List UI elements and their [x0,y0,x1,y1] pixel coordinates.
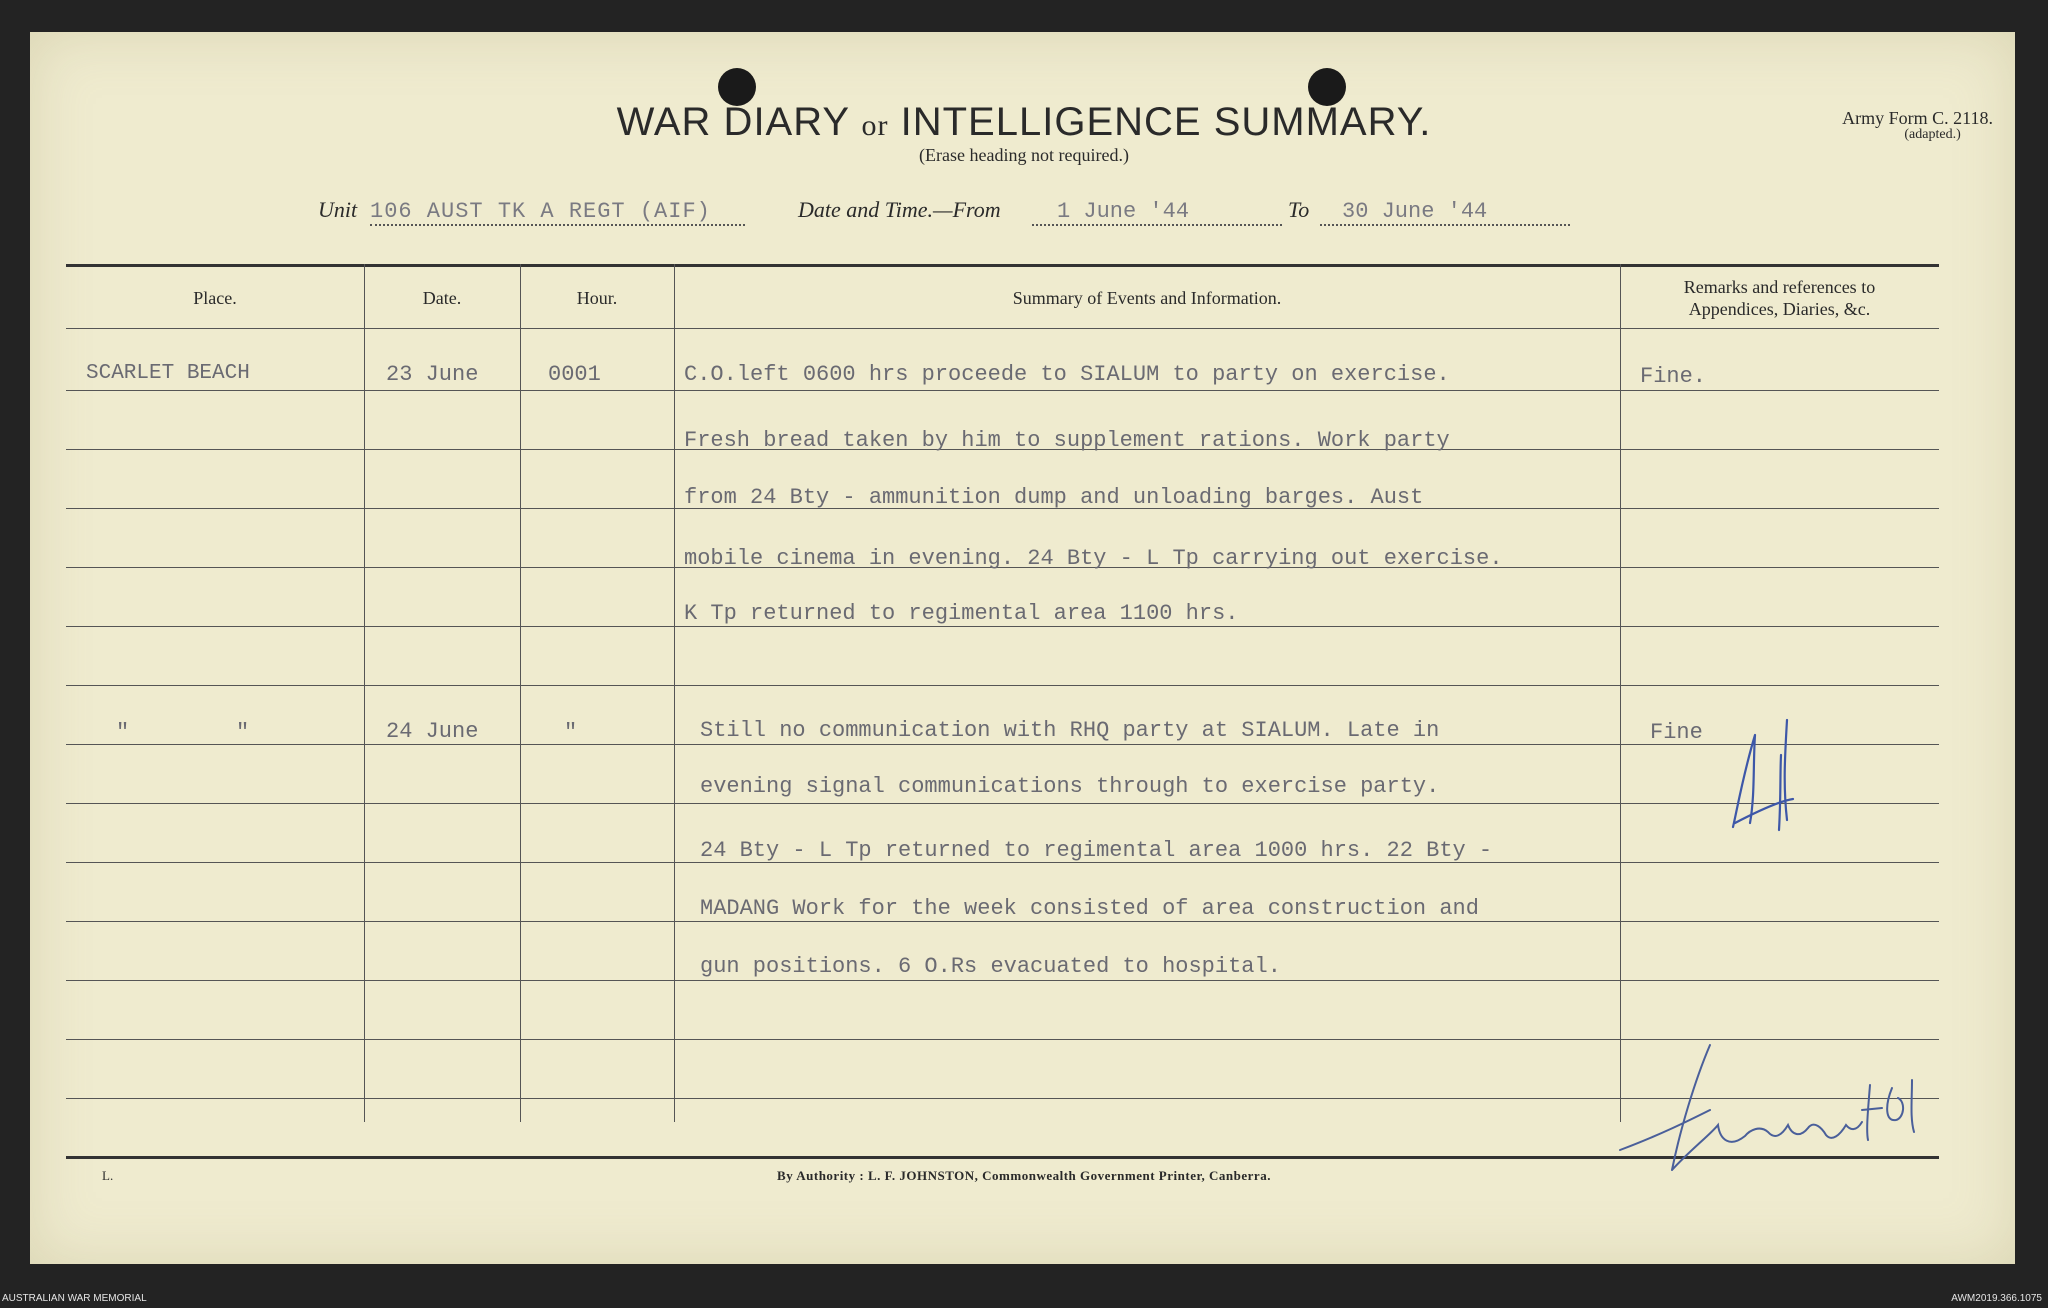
ruled-line [66,803,1939,804]
to-value: 30 June '44 [1342,199,1488,224]
column-rule [520,264,521,1122]
title-war-diary: WAR DIARY [616,100,850,144]
unit-value: 106 AUST TK A REGT (AIF) [370,199,711,224]
initials-signature [1725,715,1825,840]
summary-line: from 24 Bty - ammunition dump and unloading barges. Aust [684,485,1424,510]
unit-label: Unit [318,197,358,222]
entry-hour: " [564,720,578,745]
to-label: To [1288,197,1310,222]
col-header-remarks [1620,276,1939,320]
table-top-rule [66,264,1939,267]
ruled-line [66,390,1939,391]
column-rule [1620,264,1621,1122]
col-header-date: Date. [422,288,462,308]
unit-field [370,197,745,226]
title-intelligence-summary: INTELLIGENCE SUMMARY. [900,100,1432,144]
archive-caption-right: AWM2019.366.1075 [1951,1293,2042,1304]
diary-table [66,232,1939,1130]
column-rule [674,264,675,1122]
document-title [0,100,2048,145]
entry-place-ditto: " [236,720,250,745]
col-header-remarks-line1: Remarks and references to [1683,277,1876,297]
summary-line: Fresh bread taken by him to supplement rations. Work party [684,428,1450,453]
entry-place: SCARLET BEACH [86,362,250,385]
summary-line: mobile cinema in evening. 24 Bty - L Tp carrying out exercise. [684,546,1503,571]
ruled-line [66,980,1939,981]
from-field [1032,197,1282,226]
summary-line: gun positions. 6 O.Rs evacuated to hospital. [700,954,1281,979]
entry-hour: 0001 [548,362,601,387]
from-value: 1 June '44 [1057,199,1190,224]
entry-place-ditto: " [116,720,130,745]
entry-date: 23 June [386,362,479,387]
summary-line: C.O.left 0600 hrs proceede to SIALUM to party on exercise. [684,362,1450,387]
entry-remarks: Fine. [1640,364,1707,389]
date-time-label: Date and Time.—From [798,197,1001,222]
summary-line: 24 Bty - L Tp returned to regimental area 1000 hrs. 22 Bty - [700,838,1493,863]
summary-line: MADANG Work for the week consisted of area construction and [700,896,1479,921]
document-subtitle: (Erase heading not required.) [919,145,1129,165]
col-header-remarks-line2: Appendices, Diaries, &c. [1688,299,1871,319]
summary-line: Still no communication with RHQ party at SIALUM. Late in [700,718,1440,743]
army-form-label [1842,108,1993,143]
entry-remarks: Fine [1650,720,1703,745]
title-or: or [861,109,889,142]
ruled-line [66,685,1939,686]
ruled-line [66,626,1939,627]
officer-signature [1600,1040,1950,1180]
army-form-adapted: (adapted.) [1904,127,1961,142]
entry-date: 24 June [386,719,479,744]
form-code: L. [102,1168,114,1183]
col-header-summary: Summary of Events and Information. [1012,288,1282,308]
to-field [1320,197,1570,226]
army-form-number: Army Form C. 2118. [1842,108,1993,128]
column-rule [364,264,365,1122]
printer-authority: By Authority : L. F. JOHNSTON, Commonwealth Government Printer, Canberra. [777,1168,1271,1183]
summary-line: K Tp returned to regimental area 1100 hrs. [684,601,1239,626]
col-header-place: Place. [193,288,237,308]
col-header-hour: Hour. [576,288,618,308]
archive-caption-left: AUSTRALIAN WAR MEMORIAL [2,1293,147,1304]
header-rule [66,328,1939,329]
summary-line: evening signal communications through to exercise party. [700,774,1440,799]
ruled-line [66,921,1939,922]
